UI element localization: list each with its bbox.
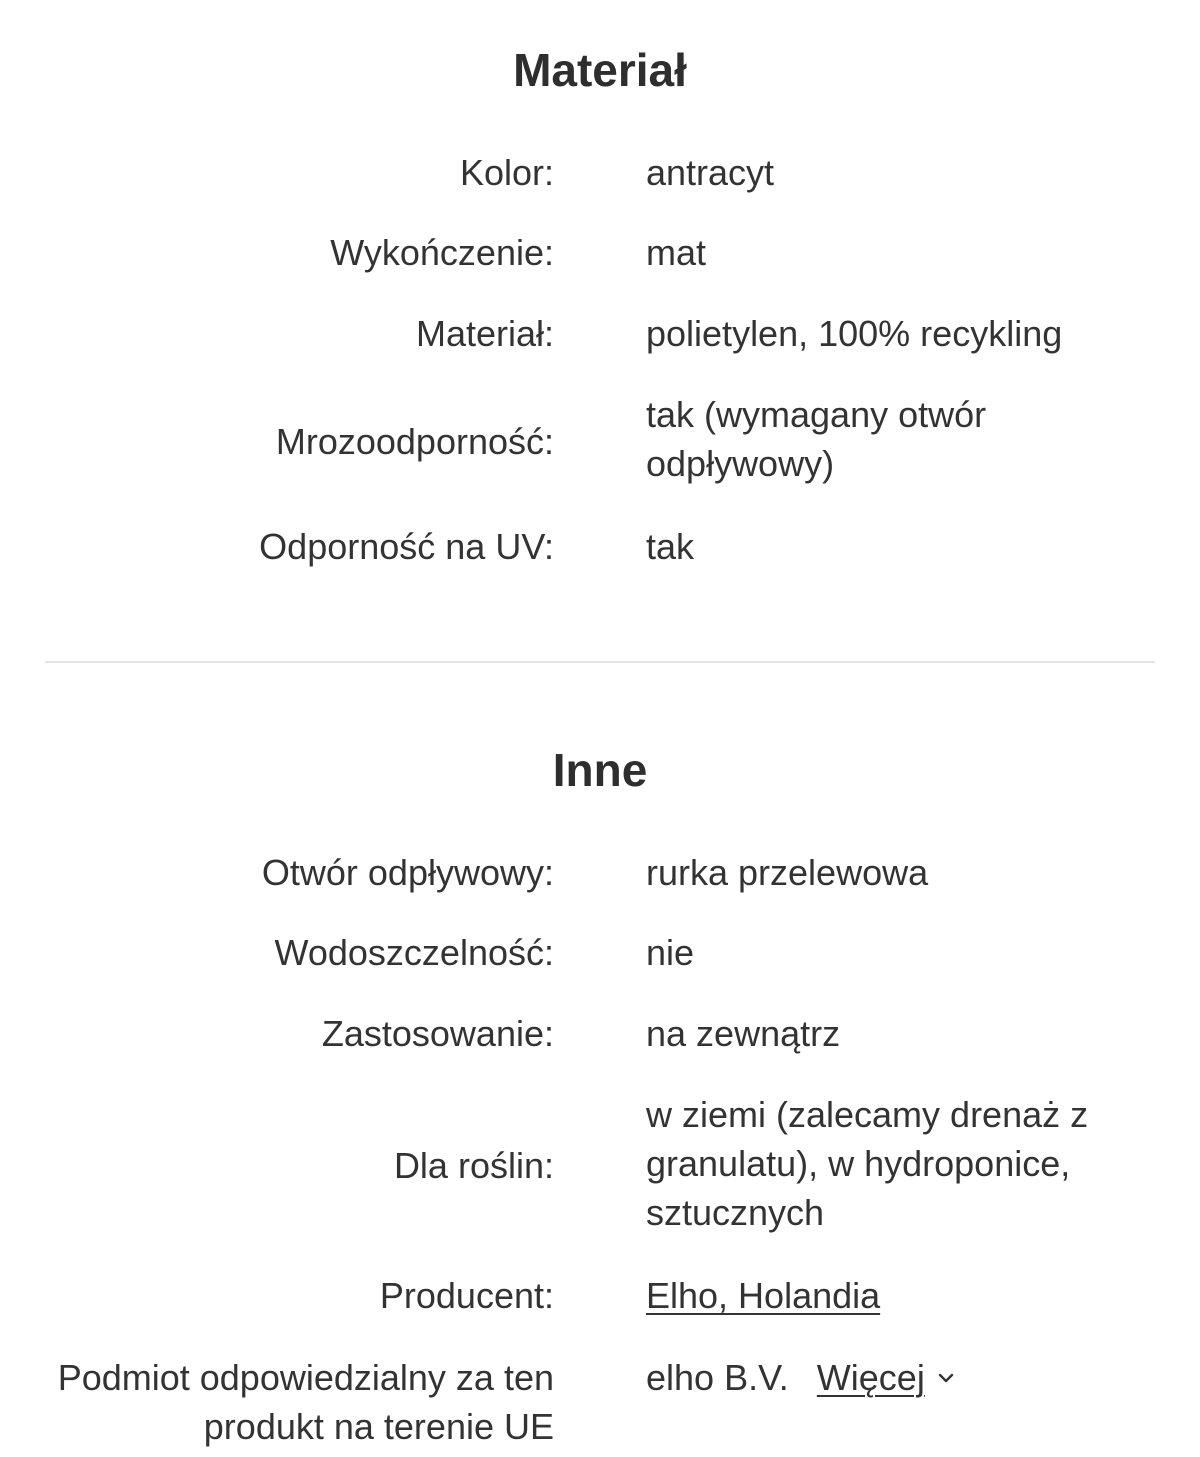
spec-value: tak — [646, 526, 695, 567]
spec-value: polietylen, 100% recykling — [646, 313, 1063, 354]
responsible-entity-name: elho B.V. — [646, 1357, 789, 1398]
spec-label: Materiał: — [415, 313, 554, 354]
more-button[interactable] — [817, 1353, 957, 1402]
section-divider — [45, 661, 1155, 663]
spec-label: Podmiot odpowiedzialny za ten produkt na terenie UE — [57, 1357, 554, 1447]
spec-value: antracyt — [646, 152, 775, 193]
spec-label: Zastosowanie: — [321, 1013, 554, 1054]
spec-label: Kolor: — [459, 152, 554, 193]
chevron-down-icon — [935, 1367, 957, 1389]
spec-value: mat — [646, 232, 707, 273]
spec-value: rurka przelewowa — [646, 852, 929, 893]
spec-label: Odporność na UV: — [259, 526, 554, 567]
spec-label: Producent: — [379, 1275, 554, 1316]
spec-value: na zewnątrz — [646, 1013, 841, 1054]
spec-label: Wodoszczelność: — [274, 932, 554, 973]
spec-value: tak (wymagany otwór odpływowy) — [646, 394, 987, 484]
spec-label: Mrozoodporność: — [275, 421, 554, 462]
more-button-label: Więcej — [816, 1357, 925, 1398]
spec-value: nie — [646, 932, 695, 973]
producer-link[interactable]: Elho, Holandia — [646, 1275, 881, 1316]
spec-value — [646, 1271, 1156, 1320]
section-title-material: Materiał — [513, 44, 687, 96]
spec-label: Otwór odpływowy: — [261, 852, 554, 893]
spec-value — [646, 1353, 1156, 1402]
spec-label: Wykończenie: — [330, 232, 554, 273]
spec-label: Dla roślin: — [393, 1145, 554, 1186]
section-title-inne: Inne — [552, 744, 648, 796]
spec-value: w ziemi (zalecamy drenaż z granulatu), w hydroponice, sztucznych — [646, 1094, 1089, 1233]
